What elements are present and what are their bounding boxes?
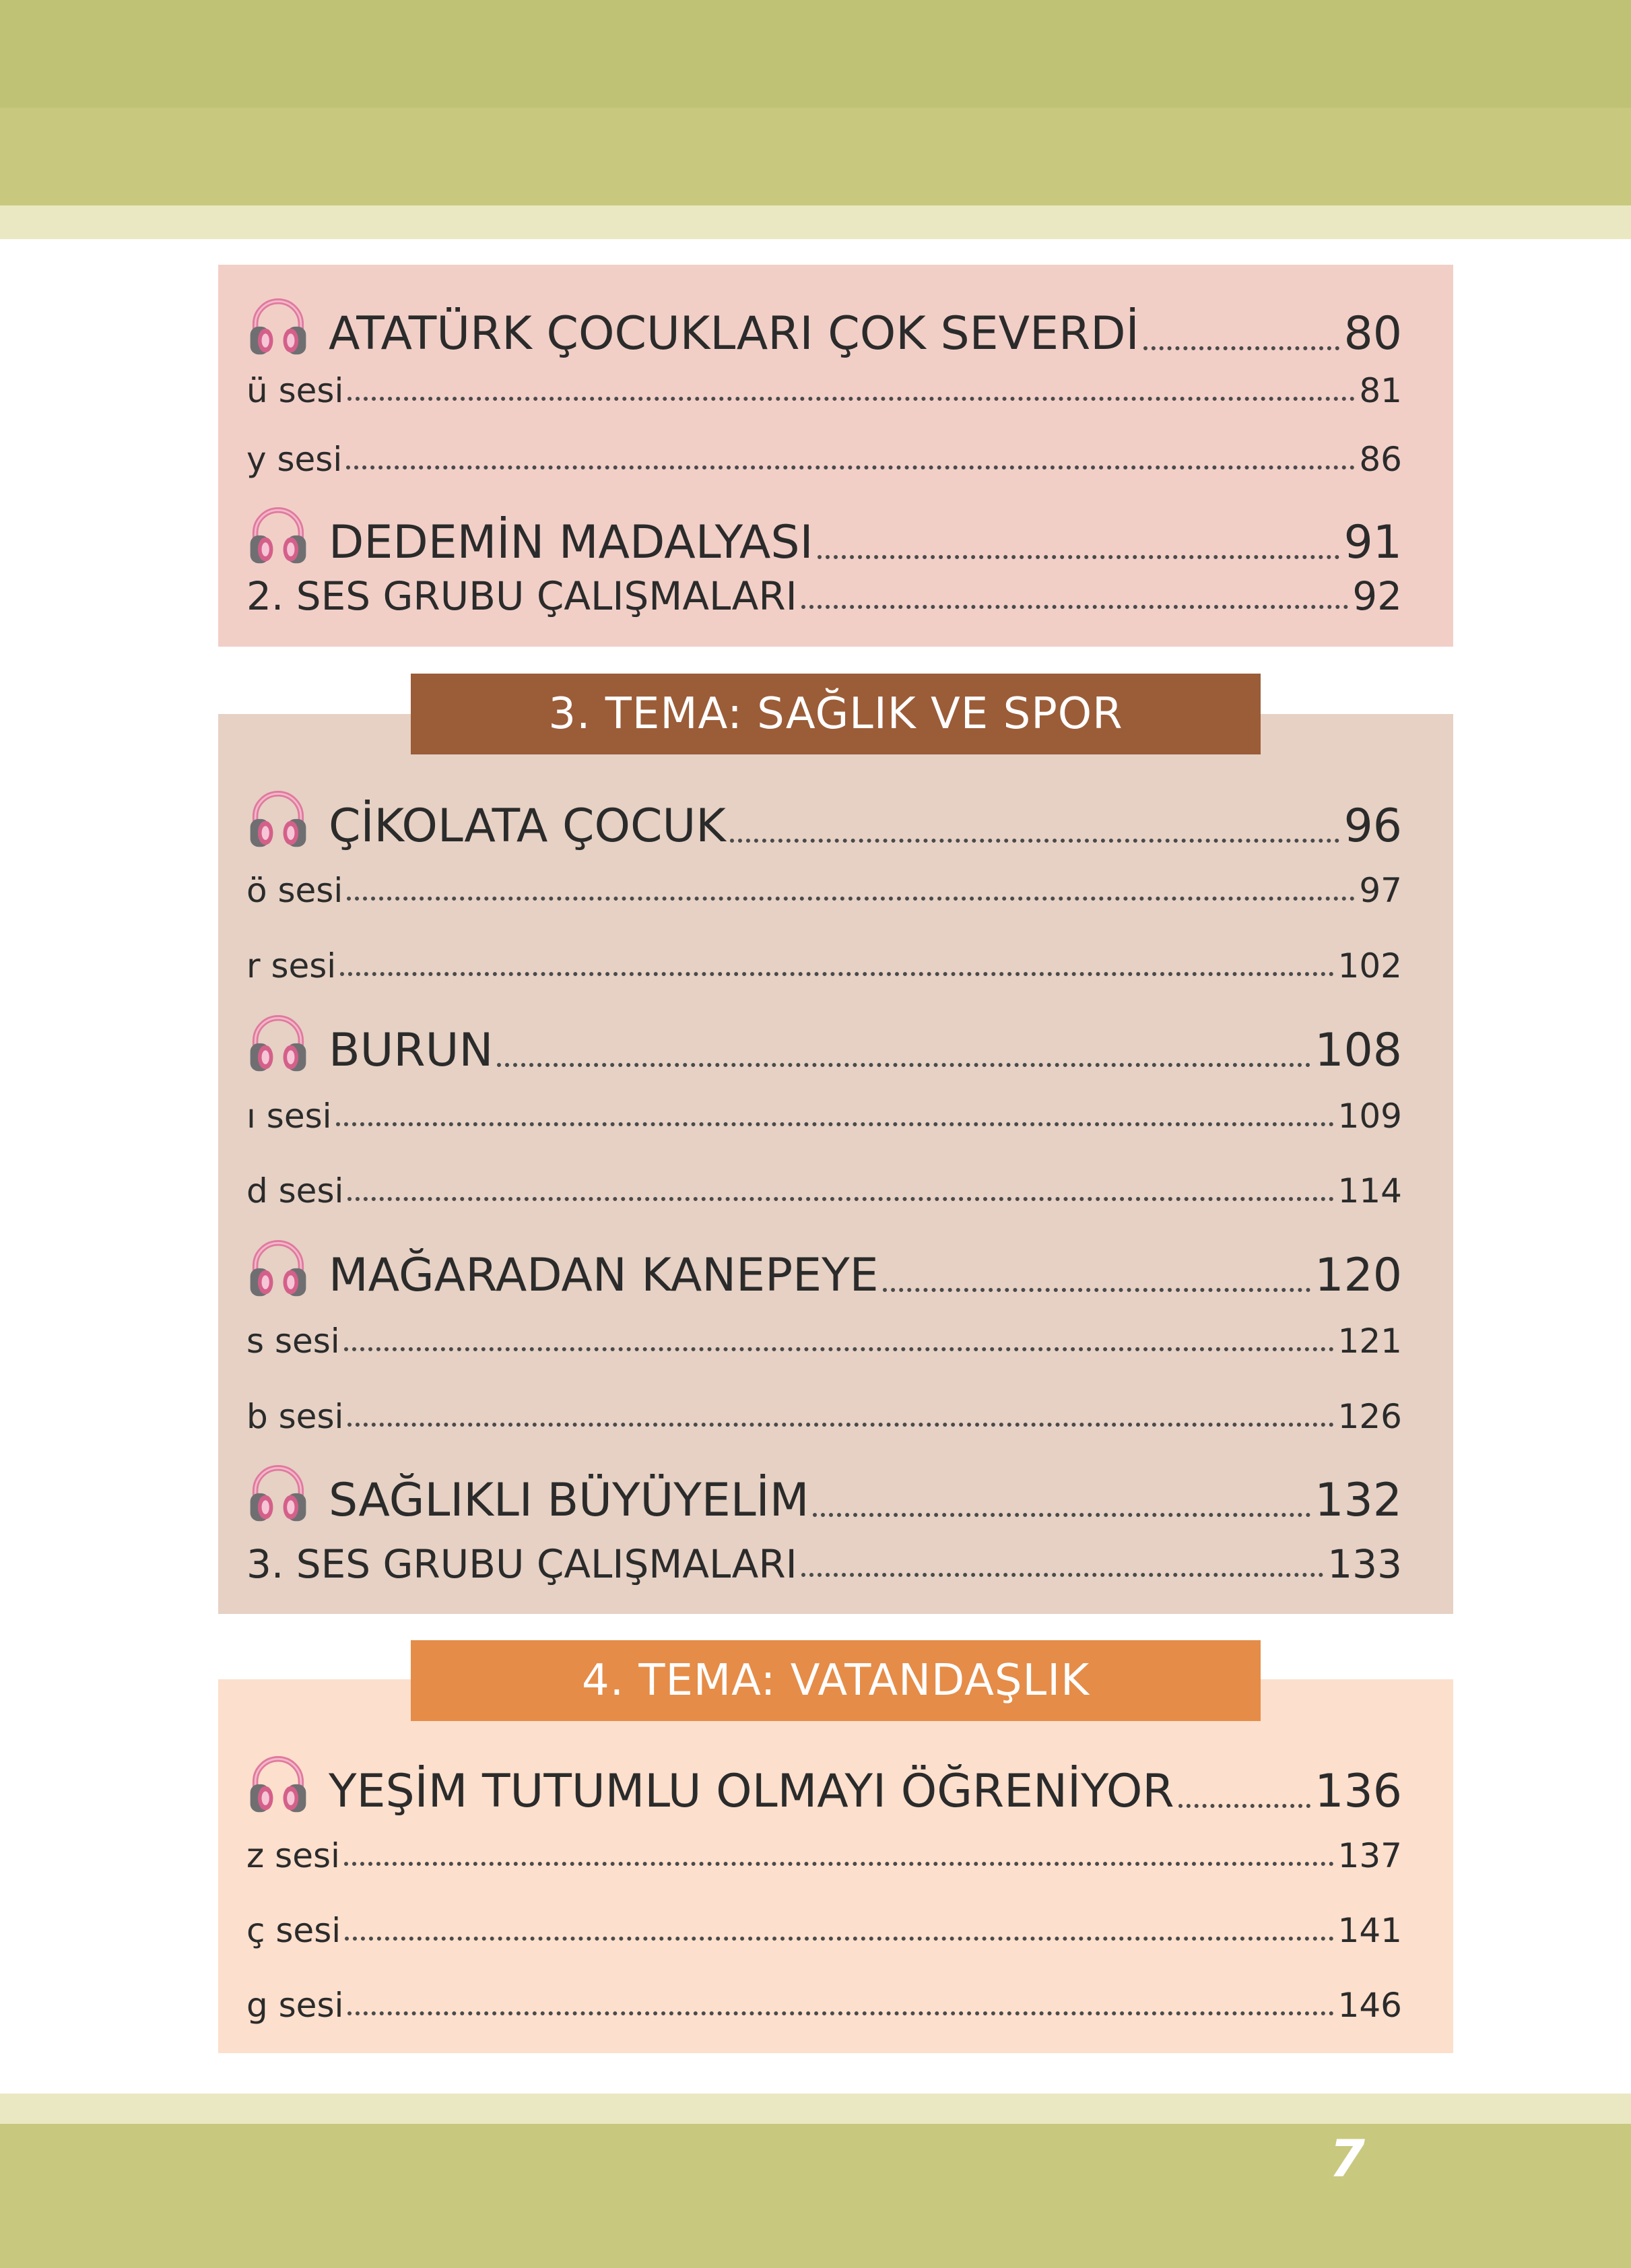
toc-entry-page: 121 xyxy=(1337,1322,1402,1361)
toc-entry-page: 132 xyxy=(1314,1474,1402,1527)
toc-entry-page: 114 xyxy=(1337,1171,1402,1210)
bottom-band xyxy=(0,2124,1631,2268)
toc-entry-page: 126 xyxy=(1337,1397,1402,1436)
dot-leader xyxy=(1143,346,1340,350)
dot-leader xyxy=(813,1513,1310,1517)
toc-entry[interactable] xyxy=(246,1171,1402,1210)
toc-entry[interactable] xyxy=(246,1235,1402,1302)
toc-entry-title: s sesi xyxy=(246,1322,340,1361)
dot-leader xyxy=(347,897,1355,901)
toc-entry-page: 92 xyxy=(1352,573,1402,619)
page-number: 7 xyxy=(1329,2129,1365,2189)
toc-entry-page: 96 xyxy=(1343,800,1402,853)
toc-entry[interactable] xyxy=(246,1097,1402,1136)
toc-entry-title: y sesi xyxy=(246,440,343,479)
dot-leader xyxy=(1178,1804,1311,1808)
toc-entry-page: 146 xyxy=(1337,1986,1402,2025)
toc-entry[interactable] xyxy=(246,1751,1402,1818)
toc-entry[interactable] xyxy=(246,1836,1402,1875)
dot-leader xyxy=(497,1063,1310,1067)
dot-leader xyxy=(344,1862,1334,1866)
dot-leader xyxy=(347,1197,1333,1201)
headphones-icon xyxy=(246,1460,310,1524)
top-band xyxy=(0,108,1631,205)
toc-entry-page: 97 xyxy=(1359,871,1402,910)
toc-entry[interactable] xyxy=(246,371,1402,410)
toc-entry-title: ü sesi xyxy=(246,371,344,410)
toc-entry[interactable] xyxy=(246,1986,1402,2025)
toc-entry[interactable] xyxy=(246,1010,1402,1077)
toc-entry-page: 137 xyxy=(1337,1836,1402,1875)
toc-entry[interactable] xyxy=(246,871,1402,910)
toc-entry-title: BURUN xyxy=(329,1024,494,1077)
toc-entry[interactable] xyxy=(246,1911,1402,1950)
dot-leader xyxy=(345,1937,1333,1941)
dot-leader xyxy=(336,1122,1334,1126)
dot-leader xyxy=(340,972,1333,976)
toc-entry-title: SAĞLIKLI BÜYÜYELİM xyxy=(329,1474,809,1527)
toc-entry-title: b sesi xyxy=(246,1397,344,1436)
toc-entry-page: 133 xyxy=(1327,1541,1402,1587)
toc-entry-title: ç sesi xyxy=(246,1911,341,1950)
top-band-dark xyxy=(0,0,1631,108)
dot-leader xyxy=(344,1347,1334,1351)
toc-entry-page: 141 xyxy=(1337,1911,1402,1950)
toc-entry-title: DEDEMİN MADALYASI xyxy=(329,516,813,569)
dot-leader xyxy=(347,2011,1333,2015)
dot-leader xyxy=(883,1288,1311,1292)
toc-entry[interactable] xyxy=(246,1322,1402,1361)
toc-entry-title: r sesi xyxy=(246,946,337,985)
toc-entry-title: d sesi xyxy=(246,1171,344,1210)
toc-entry-page: 91 xyxy=(1343,516,1402,569)
toc-entry-title: 2. SES GRUBU ÇALIŞMALARI xyxy=(246,573,797,619)
headphones-icon xyxy=(246,294,310,357)
toc-entry-page: 108 xyxy=(1314,1024,1402,1077)
theme-header-3: 3. TEMA: SAĞLIK VE SPOR xyxy=(411,674,1261,754)
toc-entry[interactable] xyxy=(246,294,1402,360)
bottom-band-light xyxy=(0,2094,1631,2124)
toc-entry-page: 136 xyxy=(1314,1765,1402,1818)
dot-leader xyxy=(346,465,1355,469)
toc-entry-title: YEŞİM TUTUMLU OLMAYI ÖĞRENİYOR xyxy=(329,1765,1174,1818)
toc-entry[interactable] xyxy=(246,1397,1402,1436)
toc-entry[interactable] xyxy=(246,1541,1402,1587)
toc-entry-title: ö sesi xyxy=(246,871,343,910)
top-band-light xyxy=(0,205,1631,239)
headphones-icon xyxy=(246,1010,310,1074)
toc-entry-page: 102 xyxy=(1337,946,1402,985)
toc-entry[interactable] xyxy=(246,440,1402,479)
dot-leader xyxy=(801,1573,1324,1577)
toc-entry-title: z sesi xyxy=(246,1836,340,1875)
toc-entry[interactable] xyxy=(246,786,1402,853)
headphones-icon xyxy=(246,1235,310,1299)
dot-leader xyxy=(818,555,1340,559)
headphones-icon xyxy=(246,1751,310,1815)
dot-leader xyxy=(347,397,1355,401)
toc-entry[interactable] xyxy=(246,573,1402,619)
theme-header-4: 4. TEMA: VATANDAŞLIK xyxy=(411,1640,1261,1721)
toc-entry[interactable] xyxy=(246,1460,1402,1527)
toc-entry-page: 120 xyxy=(1314,1249,1402,1302)
toc-entry-title: ı sesi xyxy=(246,1097,332,1136)
headphones-icon xyxy=(246,503,310,566)
toc-entry-title: ATATÜRK ÇOCUKLARI ÇOK SEVERDİ xyxy=(329,307,1139,360)
toc-entry-title: g sesi xyxy=(246,1986,344,2025)
toc-entry-page: 86 xyxy=(1359,440,1402,479)
toc-entry-title: ÇİKOLATA ÇOCUK xyxy=(329,800,726,853)
toc-entry[interactable] xyxy=(246,946,1402,985)
toc-entry-title: 3. SES GRUBU ÇALIŞMALARI xyxy=(246,1541,797,1587)
toc-entry[interactable] xyxy=(246,503,1402,569)
toc-entry-page: 81 xyxy=(1359,371,1402,410)
dot-leader xyxy=(730,839,1340,843)
dot-leader xyxy=(347,1423,1333,1427)
toc-entry-page: 109 xyxy=(1337,1097,1402,1136)
headphones-icon xyxy=(246,786,310,849)
toc-entry-title: MAĞARADAN KANEPEYE xyxy=(329,1249,879,1302)
dot-leader xyxy=(801,605,1348,609)
toc-entry-page: 80 xyxy=(1343,307,1402,360)
